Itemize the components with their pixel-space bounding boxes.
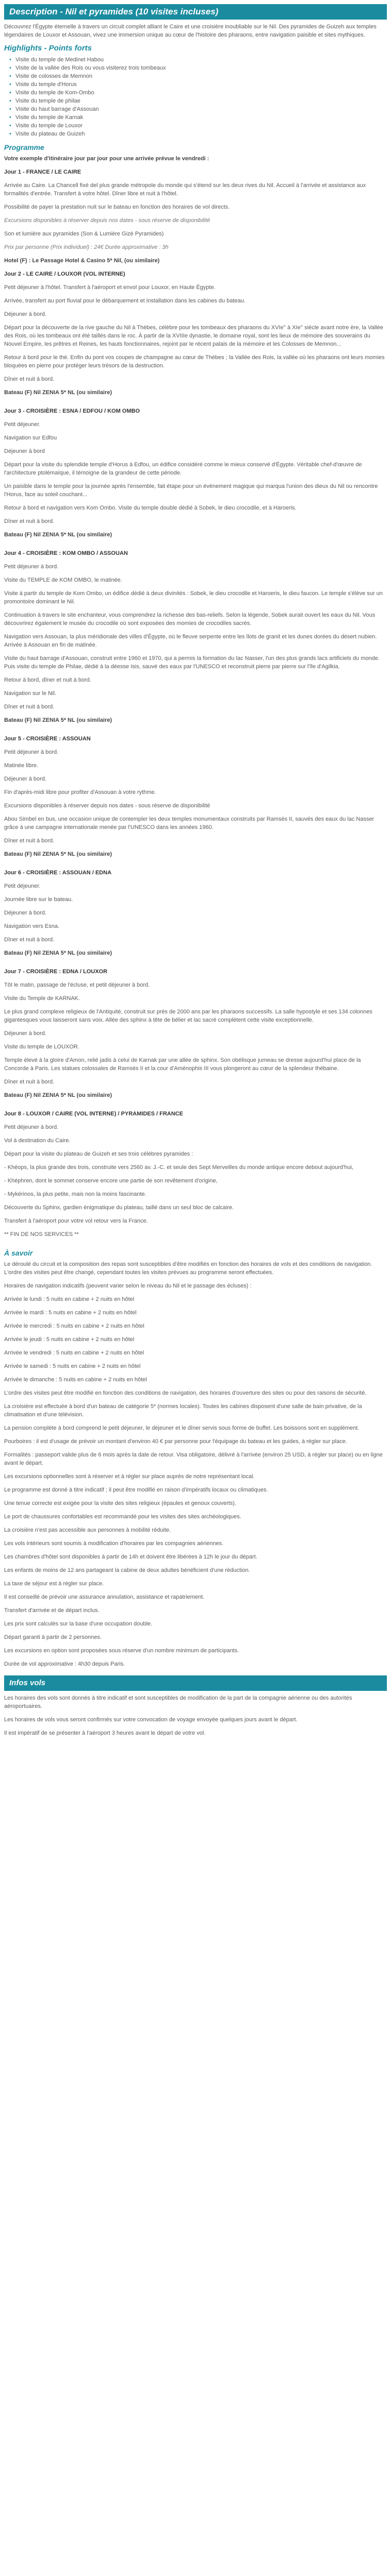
savoir-paragraph: Il est conseillé de prévoir une assurance annulation, assistance et rapatriement. (4, 1594, 205, 1600)
day-line: Temple élevé à la gloire d'Amon, relié jadis à celui de Karnak par une allée de sphinx. Son obélisque jumeau se dresse aujourd'hui place de la Concorde à Paris. Les statues colossales de Ramsès II et la cour d'Aménophis III vous plongeront au cœur de la splendeur thébaine. (4, 1057, 361, 1072)
day-title: Jour 7 - CROISIÈRE : EDNA / LOUXOR (4, 969, 108, 975)
savoir-paragraph: La taxe de séjour est à régler sur place. (4, 1581, 104, 1587)
highlight-item: • Visite de colosses de Memnon (15, 72, 387, 80)
savoir-container (4, 1260, 387, 1668)
day-accommodation: Bateau (F) Nil ZENIA 5* NL (ou similaire) (4, 532, 112, 538)
day-line: Départ pour la visite du splendide temple d'Horus à Edfou, un édifice considéré comme le mieux conservé d'Égypte. Véritable chef-d'œuvre de l'architecture ptolémaïque, il témoigne de la grandeur de cette période. (4, 462, 362, 476)
notes-paragraph: Les horaires de vols vous seront confirmés sur votre convocation de voyage envoyée quelques jours avant le départ. (4, 1717, 298, 1723)
savoir-paragraph: Les chambres d'hôtel sont disponibles à partir de 14h et doivent être libérées à 12h le jour du départ. (4, 1554, 257, 1560)
day-line: Un paisible dans le temple pour la journée après l'ensemble, fait étape pour un événement magique qui marqua l'union des dieux du Nil ou rencontre l'Horus, face au soleil couchant... (4, 483, 378, 498)
highlight-item: • Visite du haut barrage d'Assouan (15, 105, 387, 113)
day-line: Visite du temple de LOUXOR. (4, 1044, 79, 1050)
day-block (4, 270, 387, 397)
day-line: Visite du TEMPLE de KOM OMBO, le matinée. (4, 577, 122, 583)
savoir-paragraph: Départ garanti à partir de 2 personnes. (4, 1634, 102, 1640)
highlight-item: • Visite de la vallée des Rois ou vous visiterez trois tombeaux (15, 64, 387, 72)
intro-text: Découvrez l'Égypte éternelle à travers un circuit complet alliant le Caire et une croisière inoubliable sur le Nil. Des pyramides de Guizeh aux temples légendaires de Louxor et Assouan, vivez une immersion unique au cœur de l'histoire des pharaons, entre navigation paisible et sites mythiques. (4, 24, 377, 38)
savoir-paragraph: Durée de vol approximative : 4h30 depuis Paris. (4, 1661, 125, 1667)
savoir-paragraph: L'ordre des visites peut être modifié en fonction des conditions de navigation, des horaires d'ouverture des sites ou pour des raisons de sécurité. (4, 1390, 367, 1396)
savoir-paragraph: Horaires de navigation indicatifs (peuvent varier selon le niveau du Nil et le passage des écluses) : (4, 1283, 252, 1289)
day-line: Transfert à l'aéroport pour votre vol retour vers la France. (4, 1218, 148, 1224)
day-line: Visite du haut barrage d'Assouan, construit entre 1960 et 1970, qui a permis la formation du lac Nasser, l'un des plus grands lacs artificiels du monde. Puis visite du temple de Philae, dédié à la déesse Isis, sauvé des eaux par l'UNESCO et reconstruit pierre par pierre sur l'île d'Agilkia. (4, 655, 380, 670)
day-line: Arrivée, transfert au port fluvial pour le débarquement et installation dans les cabines du bateau. (4, 298, 246, 304)
day-line: Petit déjeuner à l'hôtel. Transfert à l'aéroport et envol pour Louxor, en Haute Égypte. (4, 284, 216, 291)
day-1-text: Arrivée au Caire. La Chancell fixé del plus grande métropole du monde qui s'étend sur les deux rives du Nil. Accueil à l'arrivée et assistance aux formalités d'entrée. Transfert à votre hôtel. Dîner libre et nuit à l'hôtel. (4, 182, 366, 197)
day-line: Dîner et nuit à bord. (4, 518, 55, 524)
day-block (4, 869, 387, 957)
day-title: Jour 2 - LE CAIRE / LOUXOR (VOL INTERNE) (4, 271, 125, 277)
programme-intro: Votre exemple d'itinéraire jour par jour pour une arrivée prévue le vendredi : (4, 156, 209, 162)
savoir-paragraph: Formalités : passeport valide plus de 6 mois après la date de retour. Visa obligatoire, délivré à l'arrivée (environ 25 USD, à régler sur place) ou en ligne avant le départ. (4, 1452, 383, 1466)
day-line: Navigation sur Edfou (4, 435, 57, 441)
day-line: Déjeuner à bord. (4, 311, 46, 317)
savoir-paragraph: Le programme est donné à titre indicatif ; il peut être modifié en raison d'impératifs locaux ou climatiques. (4, 1487, 268, 1493)
savoir-paragraph: Arrivée le mardi : 5 nuits en cabine + 2 nuits en hôtel (4, 1310, 137, 1316)
highlight-item: • Visite du plateau de Guizeh (15, 130, 387, 138)
day-line: - Khéphren, dont le sommet conserve encore une partie de son revêtement d'origine, (4, 1178, 218, 1184)
day-line: Dîner et nuit à bord. (4, 838, 55, 844)
day-title: Jour 6 - CROISIÈRE : ASSOUAN / EDNA (4, 870, 112, 876)
day-line: Déjeuner à bord. (4, 1030, 46, 1037)
day-line: Petit déjeuner. (4, 883, 41, 889)
hotel-line: Hotel (F) : Le Passage Hotel & Casino 5* Nil, (ou similaire) (4, 258, 160, 264)
savoir-paragraph: Arrivée le vendredi : 5 nuits en cabine + 2 nuits en hôtel (4, 1350, 144, 1356)
notes-paragraph: Il est impératif de se présenter à l'aéroport 3 heures avant le départ de votre vol. (4, 1730, 206, 1736)
day-accommodation: Bateau (F) Nil ZENIA 5* NL (ou similaire) (4, 950, 112, 956)
excursions-note: Excursions disponibles à réserver depuis nos dates - sous réserve de disponibilité (4, 217, 210, 224)
day-line: Départ pour la visite du plateau de Guizeh et ses trois célèbres pyramides : (4, 1151, 193, 1157)
day-title: Jour 5 - CROISIÈRE : ASSOUAN (4, 736, 91, 742)
savoir-paragraph: Une tenue correcte est exigée pour la visite des sites religieux (épaules et genoux couverts). (4, 1500, 237, 1506)
day-line: - Khéops, la plus grande des trois, construite vers 2560 av. J.-C. et seule des Sept Merveilles du monde antique encore debout aujourd'hui, (4, 1164, 353, 1171)
notes-paragraph: Les horaires des vols sont donnés à titre indicatif et sont susceptibles de modification de la part de la compagnie aérienne ou des autorités aéroportuaires. (4, 1695, 352, 1709)
highlight-item: • Visite du temple de Karnak (15, 113, 387, 122)
day-title: Jour 4 - CROISIÈRE : KOM OMBO / ASSOUAN (4, 550, 128, 556)
day-line: Dîner et nuit à bord. (4, 376, 55, 382)
day-block (4, 735, 387, 858)
day-line: Petit déjeuner. (4, 421, 41, 428)
day-line: Départ pour la découverte de la rive gauche du Nil à Thèbes, célèbre pour les tombeaux des pharaons du XVIe° à XIe° siècle avant notre ère, la Vallée des Rois, où les tombeaux ont été taillés dans le roc. À partir de la XVIIIe dynastie, le domaine royal, sont les lieux de mémoire des souverains du Nouvel Empire, les prêtres et Reines, les hauts fonctionnaires, rejoint par le récent palais de la mémoire et les Colosses de Memnon... (4, 325, 383, 347)
day-line: Fin d'après-midi libre pour profiter d'Assouan à votre rythme. (4, 789, 156, 795)
highlight-item: • Visite du temple de philae (15, 97, 387, 105)
day-accommodation: Bateau (F) Nil ZENIA 5* NL (ou similaire) (4, 851, 112, 857)
day-line: Petit déjeuner à bord. (4, 564, 59, 570)
day-line: Dîner et nuit à bord. (4, 1079, 55, 1085)
savoir-paragraph: Les excursions en option sont proposées sous réserve d'un nombre minimum de participants. (4, 1648, 239, 1654)
day-line: Retour à bord, dîner et nuit à bord. (4, 677, 91, 683)
day-block (4, 1110, 387, 1239)
day-block (4, 549, 387, 724)
day-line: Déjeuner à bord (4, 448, 45, 454)
highlights-title: Highlights - Points forts (4, 44, 92, 53)
day-line: Déjeuner à bord. (4, 776, 46, 782)
day-line: Continuation à travers le site enchanteur, vous comprendrez la richesse des bas-reliefs. Selon la légende, Sobek aurait ouvert les eaux du Nil. Vous découvrirez également le musée du crocodile où sont exposées des momies de crocodiles sacrés. (4, 612, 376, 626)
days-container (4, 270, 387, 1239)
day-title: Jour 3 - CROISIÈRE : ESNA / EDFOU / KOM OMBO (4, 408, 140, 414)
day-line: Vol à destination du Caire. (4, 1138, 71, 1144)
day-line: Tôt le matin, passage de l'écluse, et petit déjeuner à bord. (4, 982, 150, 988)
savoir-paragraph: Arrivée le lundi : 5 nuits en cabine + 2 nuits en hôtel (4, 1296, 135, 1302)
day-accommodation: Bateau (F) Nil ZENIA 5* NL (ou similaire) (4, 389, 112, 396)
day-block (4, 407, 387, 539)
day-line: Le plus grand complexe religieux de l'Antiquité, construit sur près de 2000 ans par les pharaons successifs. La salle hypostyle et ses 134 colonnes gigantesques vous laisseront sans voix. Allée des sphinx à tête de bélier et lac sacré complètent cette visite exceptionnelle. (4, 1009, 372, 1023)
highlight-item: • Visite du temple d'Horus (15, 80, 387, 89)
savoir-paragraph: Le port de chaussures confortables est recommandé pour les visites des sites archéologiques. (4, 1514, 241, 1520)
savoir-paragraph: Les enfants de moins de 12 ans partageant la cabine de deux adultes bénéficient d'une réduction. (4, 1567, 250, 1573)
savoir-paragraph: Les vols intérieurs sont soumis à modification d'horaires par les compagnies aériennes. (4, 1540, 224, 1547)
day-accommodation: Bateau (F) Nil ZENIA 5* NL (ou similaire) (4, 717, 112, 723)
savoir-paragraph: La croisière n'est pas accessible aux personnes à mobilité réduite. (4, 1527, 171, 1533)
day-1-title: Jour 1 - FRANCE / LE CAIRE (4, 169, 82, 175)
savoir-paragraph: Transfert d'arrivée et de départ inclus. (4, 1607, 100, 1614)
savoir-paragraph: Les prix sont calculés sur la base d'une occupation double. (4, 1621, 153, 1627)
day-line: Retour à bord pour le thé. Enfin du pont vos coupes de champagne au cœur de Thèbes ; la Vallée des Rois, la vallée où les pharaons ont leurs momies bloquées en pierre pour protéger leurs trésors de la destruction. (4, 354, 385, 369)
day-title: Jour 8 - LOUXOR / CAIRE (VOL INTERNE) / PYRAMIDES / FRANCE (4, 1111, 183, 1117)
day-line: Déjeuner à bord. (4, 910, 46, 916)
day-line: Visite à partir du temple de Kom Ombo, un édifice dédié à deux divinités : Sobek, le dieu crocodile et Haroeris, le dieu faucon. Le temple s'élève sur un promontoire dominant le Nil. (4, 590, 383, 605)
day-line: Petit déjeuner à bord. (4, 1124, 59, 1130)
day-line: Matinée libre. (4, 762, 39, 769)
day-line: Dîner et nuit à bord. (4, 937, 55, 943)
highlight-item: • Visite du temple de Louxor (15, 122, 387, 130)
day-line: Retour à bord et navigation vers Kom Ombo. Visite du temple double dédié à Sobek, le dieu crocodile, et à Haroeris. (4, 505, 297, 511)
savoir-paragraph: La pension complète à bord comprend le petit déjeuner, le déjeuner et le dîner servis sous forme de buffet. Les boissons sont en supplément. (4, 1425, 360, 1431)
day-line: Découverte du Sphinx, gardien énigmatique du plateau, taillé dans un seul bloc de calcaire. (4, 1205, 234, 1211)
notes-container (4, 1694, 387, 1737)
highlights-list (4, 56, 387, 138)
programme-title: Programme (4, 143, 44, 151)
day-line: Journée libre sur le bateau. (4, 896, 73, 903)
day-block (4, 968, 387, 1099)
infos-vols-banner: Infos vols (4, 1675, 387, 1691)
savoir-paragraph: Arrivée le dimanche : 5 nuits en cabine + 2 nuits en hôtel (4, 1377, 147, 1383)
day-line: Excursions disponibles à réserver depuis nos dates - sous réserve de disponibilité (4, 803, 210, 809)
day-line: - Mykérinos, la plus petite, mais non la moins fascinante. (4, 1191, 146, 1197)
day-line: Navigation sur le Nil. (4, 690, 56, 697)
excursion-price: Prix par personne (Prix individuel) : 24€ Durée approximative : 3h (4, 244, 169, 250)
day-1-note: Possibilité de payer la prestation nuit sur le bateau en fonction des horaires de vol directs. (4, 204, 230, 210)
savoir-paragraph: Arrivée le samedi : 5 nuits en cabine + 2 nuits en hôtel (4, 1363, 141, 1369)
day-line: ** FIN DE NOS SERVICES ** (4, 1231, 79, 1238)
savoir-paragraph: La croisière est effectuée à bord d'un bateau de catégorie 5* (normes locales). Toutes les cabines disposent d'une salle de bain privative, de la climatisation et d'une télévision. (4, 1403, 362, 1418)
excursion-name: Son et lumière aux pyramides (Son & Lumière Gizé Pyramides) (4, 231, 164, 237)
day-line: Visite du Temple de KARNAK. (4, 995, 80, 1002)
savoir-paragraph: Arrivée le jeudi : 5 nuits en cabine + 2 nuits en hôtel (4, 1336, 135, 1343)
savoir-paragraph: Pourboires : il est d'usage de prévoir un montant d'environ 40 € par personne pour l'équipage du bateau et les guides, à régler sur place. (4, 1438, 347, 1445)
day-line: Navigation vers Assouan, la plus méridionale des villes d'Égypte, où le fleuve serpente entre les îlots de granit et les dunes dorées du désert nubien. Arrivée à Assouan en fin de matinée. (4, 634, 377, 648)
day-accommodation: Bateau (F) Nil ZENIA 5* NL (ou similaire) (4, 1092, 112, 1098)
description-banner: Description - Nil et pyramides (10 visites incluses) (4, 4, 387, 20)
day-line: Dîner et nuit à bord. (4, 704, 55, 710)
page (0, 4, 391, 1737)
day-line: Navigation vers Esna. (4, 923, 59, 929)
savoir-paragraph: Le déroulé du circuit et la composition des repas sont susceptibles d'être modifiés en fonction des horaires de vols et des conditions de navigation. L'ordre des visites peut être changé, cependant toutes les visites prévues au programme seront effectuées. (4, 1261, 372, 1276)
highlight-item: • Visite du temple de Kom-Ombo (15, 89, 387, 97)
savoir-paragraph: Les excursions optionnelles sont à réserver et à régler sur place auprès de notre représentant local. (4, 1473, 255, 1480)
highlight-item: • Visite du temple de Medinet Habou (15, 56, 387, 64)
day-line: Petit déjeuner à bord. (4, 749, 59, 755)
savoir-title: À savoir (4, 1249, 33, 1257)
savoir-paragraph: Arrivée le mercredi : 5 nuits en cabine + 2 nuits en hôtel (4, 1323, 144, 1329)
day-line: Abou Simbel en bus, une occasion unique de contempler les deux temples monumentaux construits par Ramsès II, sauvés des eaux du lac Nasser grâce à une campagne internationale menée par l'UNESCO dans les années 1960. (4, 816, 374, 831)
